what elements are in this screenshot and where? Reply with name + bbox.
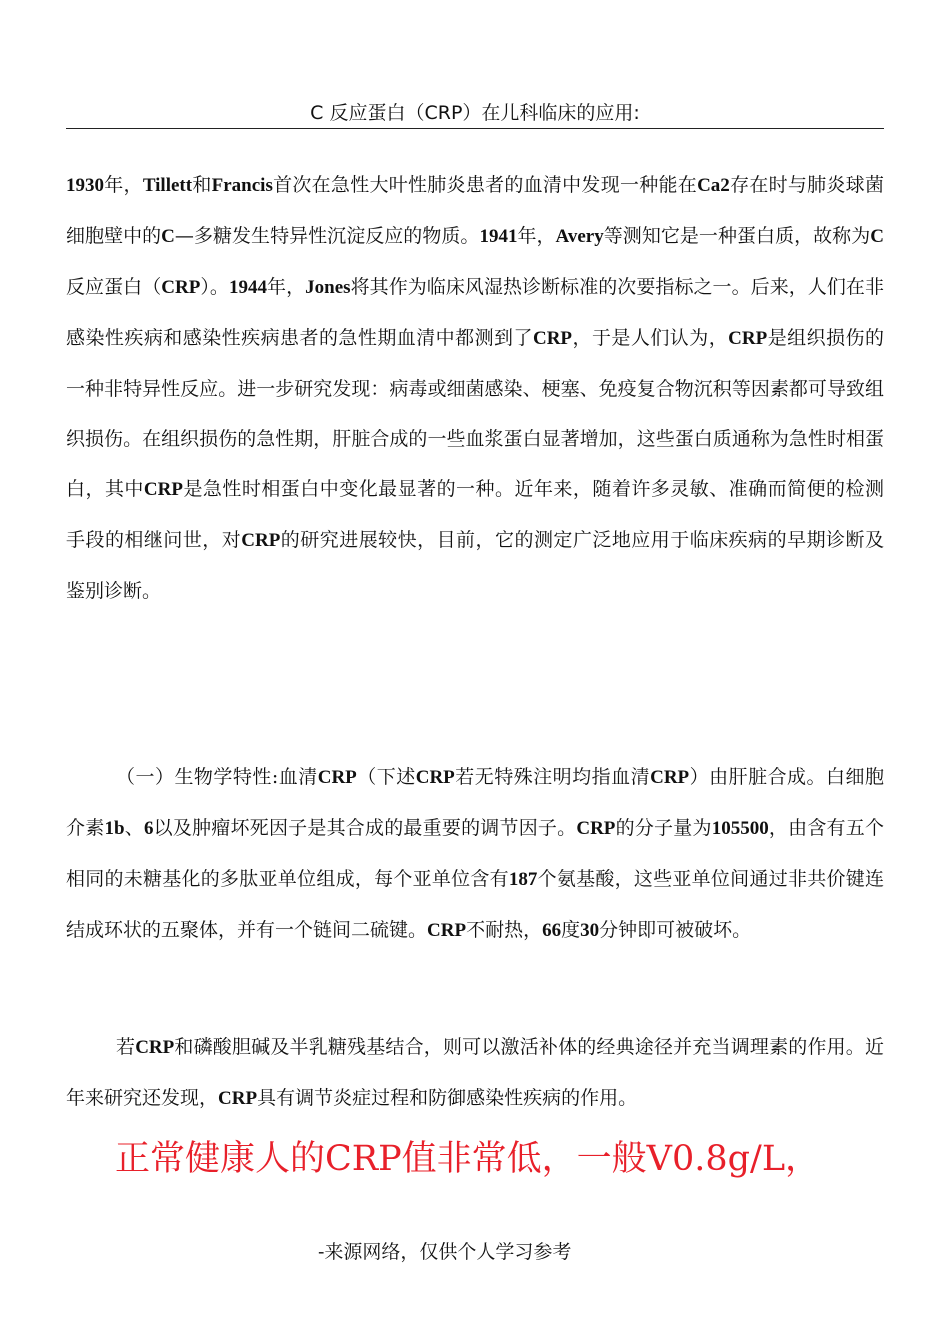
bold-term: Jones bbox=[305, 277, 351, 298]
text-run: 等测知它是一种蛋白质，故称为 bbox=[603, 225, 871, 247]
source-footer: -来源网络，仅供个人学习参考 bbox=[318, 1241, 572, 1263]
text-run: —多糖发生特异性沉淀反应的物质。 bbox=[174, 225, 480, 247]
bold-term: CRP bbox=[532, 328, 573, 349]
bold-term: CRP bbox=[218, 1088, 258, 1109]
text-run: 存在时与肺炎球菌细胞壁中的 bbox=[66, 174, 884, 247]
text-run: ）由肝脏合成。白细胞介素 bbox=[66, 766, 884, 839]
text-run: 是急性时相蛋白中变化最显著的一种。近年来，随着许多灵敏、准确而简便的检测手段的相继问世，对 bbox=[66, 478, 884, 551]
text-run: 不耐热， bbox=[466, 919, 543, 941]
text-run: 以及肿瘤坏死因子是其合成的最重要的调节因子。 bbox=[153, 817, 577, 839]
bold-term: CRP bbox=[241, 530, 281, 551]
bold-term: 1944 bbox=[228, 277, 267, 298]
function-paragraph bbox=[66, 1022, 884, 1124]
text-run: 、 bbox=[124, 817, 144, 839]
text-run: 的研究进展较快，目前，它的测定广泛地应用于临床疾病的早期诊断及鉴别诊断。 bbox=[66, 529, 884, 602]
bold-term: C bbox=[161, 226, 175, 247]
bold-term: Tillett bbox=[142, 175, 193, 196]
bold-term: CRP bbox=[135, 1037, 175, 1058]
text-run: 年， bbox=[266, 276, 306, 298]
highlight-note: 正常健康人的CRP值非常低，一般V0.8g/L， bbox=[115, 1139, 821, 1179]
text-run: 年， bbox=[104, 174, 143, 196]
text-run: 年， bbox=[517, 225, 556, 247]
text-run: ，由含有五个相同的未糖基化的多肽亚单位组成，每个亚单位含有 bbox=[66, 817, 884, 890]
bold-term: CRP bbox=[728, 328, 768, 349]
text-run: ）。 bbox=[200, 276, 229, 298]
text-run: 分钟即可被破坏。 bbox=[599, 919, 752, 941]
bold-term: CRP bbox=[317, 767, 357, 788]
text-run: 度 bbox=[561, 919, 581, 941]
page-title: C 反应蛋白（CRP）在儿科临床的应用: bbox=[66, 98, 884, 129]
text-run: 和磷酸胆碱及半乳糖残基结合，则可以激活补体的经典途径并充当调理素的作用。近年来研究还发现， bbox=[66, 1036, 884, 1109]
bold-term: Ca2 bbox=[697, 175, 730, 196]
text-run: 若 bbox=[116, 1036, 136, 1058]
bold-term: Avery bbox=[555, 226, 604, 247]
text-run: 将其作为临床风湿热诊断标准的次要指标之一。后来，人们在非感染性疾病和感染性疾病患者的急性期血清中都测到了 bbox=[66, 276, 884, 349]
bold-term: Francis bbox=[211, 175, 273, 196]
bold-term: CRP bbox=[427, 920, 467, 941]
text-run: ，于是人们认为， bbox=[572, 327, 729, 349]
bold-term: 6 bbox=[143, 818, 154, 839]
text-run: 反应蛋白（ bbox=[66, 276, 162, 298]
text-run: 和 bbox=[192, 174, 212, 196]
bold-term: 30 bbox=[580, 920, 600, 941]
bold-term: 1941 bbox=[479, 226, 518, 247]
biology-paragraph bbox=[66, 752, 884, 956]
text-run: 是组织损伤的一种非特异性反应。进一步研究发现：病毒或细菌感染、梗塞、免疫复合物沉积等因素都可导致组织损伤。在组织损伤的急性期，肝脏合成的一些血浆蛋白显著增加，这些蛋白质通称为急性时相蛋白，其中 bbox=[66, 327, 884, 500]
bold-term: 1930 bbox=[66, 175, 104, 196]
bold-term: 66 bbox=[542, 920, 562, 941]
text-run: （下述 bbox=[356, 766, 416, 788]
bold-term: CRP bbox=[161, 277, 201, 298]
bold-term: CRP bbox=[143, 479, 183, 500]
bold-term: 187 bbox=[508, 869, 538, 890]
bold-term: 1b bbox=[104, 818, 125, 839]
text-run: 个氨基酸，这些亚单位间通过非共价键连结成环状的五聚体，并有一个链间二硫键。 bbox=[66, 868, 884, 941]
bold-term: CRP bbox=[650, 767, 690, 788]
bold-term: 105500 bbox=[711, 818, 769, 839]
text-run: （一）生物学特性:血清 bbox=[116, 766, 318, 788]
bold-term: CRP bbox=[415, 767, 455, 788]
text-run: 具有调节炎症过程和防御感染性疾病的作用。 bbox=[257, 1087, 638, 1109]
text-run: 若无特殊注明均指血清 bbox=[454, 766, 651, 788]
bold-term: CRP bbox=[576, 818, 616, 839]
bold-term: C bbox=[870, 226, 884, 247]
intro-paragraph bbox=[66, 160, 884, 616]
text-run: 的分子量为 bbox=[615, 817, 712, 839]
text-run: 首次在急性大叶性肺炎患者的血清中发现一种能在 bbox=[272, 174, 698, 196]
